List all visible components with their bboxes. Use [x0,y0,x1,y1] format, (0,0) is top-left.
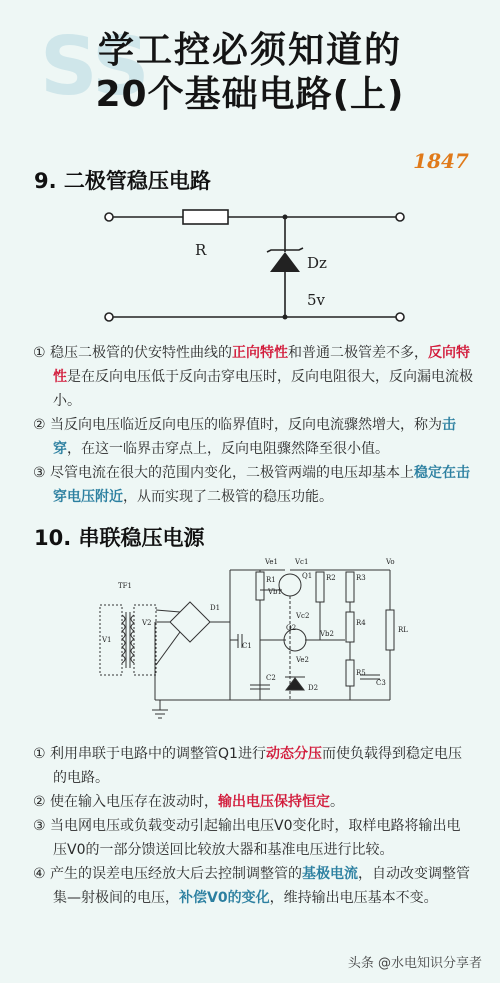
svg-text:V1: V1 [102,636,112,644]
s10-para-2: ② 使在输入电压存在波动时，输出电压保持恒定。 [33,794,345,810]
voltage-label: 5v [307,291,326,309]
section-9-text [33,341,473,509]
svg-text:C3: C3 [376,679,386,687]
svg-text:RL: RL [398,626,408,634]
s9-para-3: ③ 尽管电流在很大的范围内变化，二极管两端的电压却基本上稳定在击穿电压附近，从而实现了二极管的稳压功能。 [33,465,471,505]
svg-text:Vb2: Vb2 [320,630,334,638]
s10-para-1: ① 利用串联于电路中的调整管Q1进行动态分压而使负载得到稳定电压的电路。 [33,746,462,786]
svg-text:Q1: Q1 [302,572,313,580]
logo-badge: 1847 [413,149,469,173]
svg-text:Vc2: Vc2 [296,612,310,620]
s10-para-4: ④ 产生的误差电压经放大后去控制调整管的基极电流，自动改变调整管集—射极间的电压，补偿V0的变化，维持输出电压基本不变。 [33,866,471,906]
svg-text:D1: D1 [210,604,221,612]
svg-text:D2: D2 [308,684,319,692]
svg-text:TF1: TF1 [118,582,132,590]
s9-para-1: ① 稳压二极管的伏安特性曲线的正向特性和普通二极管差不多，反向特性是在反向电压低于反向击穿电压时，反向电阻很大，反向漏电流极小。 [33,345,473,409]
svg-text:Vo: Vo [386,558,395,566]
zener-circuit-diagram [95,200,415,330]
s10-para-3: ③ 当电网电压或负载变动引起输出电压V0变化时，取样电路将输出电压V0的一部分馈送回比较放大器和基准电压进行比较。 [33,818,461,858]
zener-label: Dz [307,254,327,272]
section-10-title: 10. 串联稳压电源 [34,526,205,550]
svg-text:Q2: Q2 [286,624,297,632]
page-title-line1: 学工控必须知道的 [97,30,402,71]
svg-text:Vb1: Vb1 [268,588,282,596]
page-title-line2: 20个基础电路(上) [95,74,405,115]
svg-text:Ve1: Ve1 [265,558,279,566]
svg-text:C1: C1 [242,642,252,650]
s9-para-2: ② 当反向电压临近反向电压的临界值时，反向电流骤然增大，称为击穿，在这一临界击穿点上，反向电阻骤然降至很小值。 [33,417,457,457]
svg-text:R4: R4 [356,619,366,627]
svg-text:Ve2: Ve2 [296,656,310,664]
svg-text:R5: R5 [356,669,366,677]
footer-attribution: 头条 @水电知识分享者 [347,956,482,971]
svg-text:Vc1: Vc1 [295,558,309,566]
section-10-text [33,742,473,910]
resistor-label: R [195,241,207,259]
svg-text:R1: R1 [266,576,276,584]
svg-text:R3: R3 [356,574,366,582]
background-watermark: SS [40,20,148,113]
section-9-title: 9. 二极管稳压电路 [34,169,211,193]
series-regulator-diagram [90,550,420,730]
svg-text:V2: V2 [142,619,152,627]
svg-text:R2: R2 [326,574,336,582]
svg-text:C2: C2 [266,674,276,682]
